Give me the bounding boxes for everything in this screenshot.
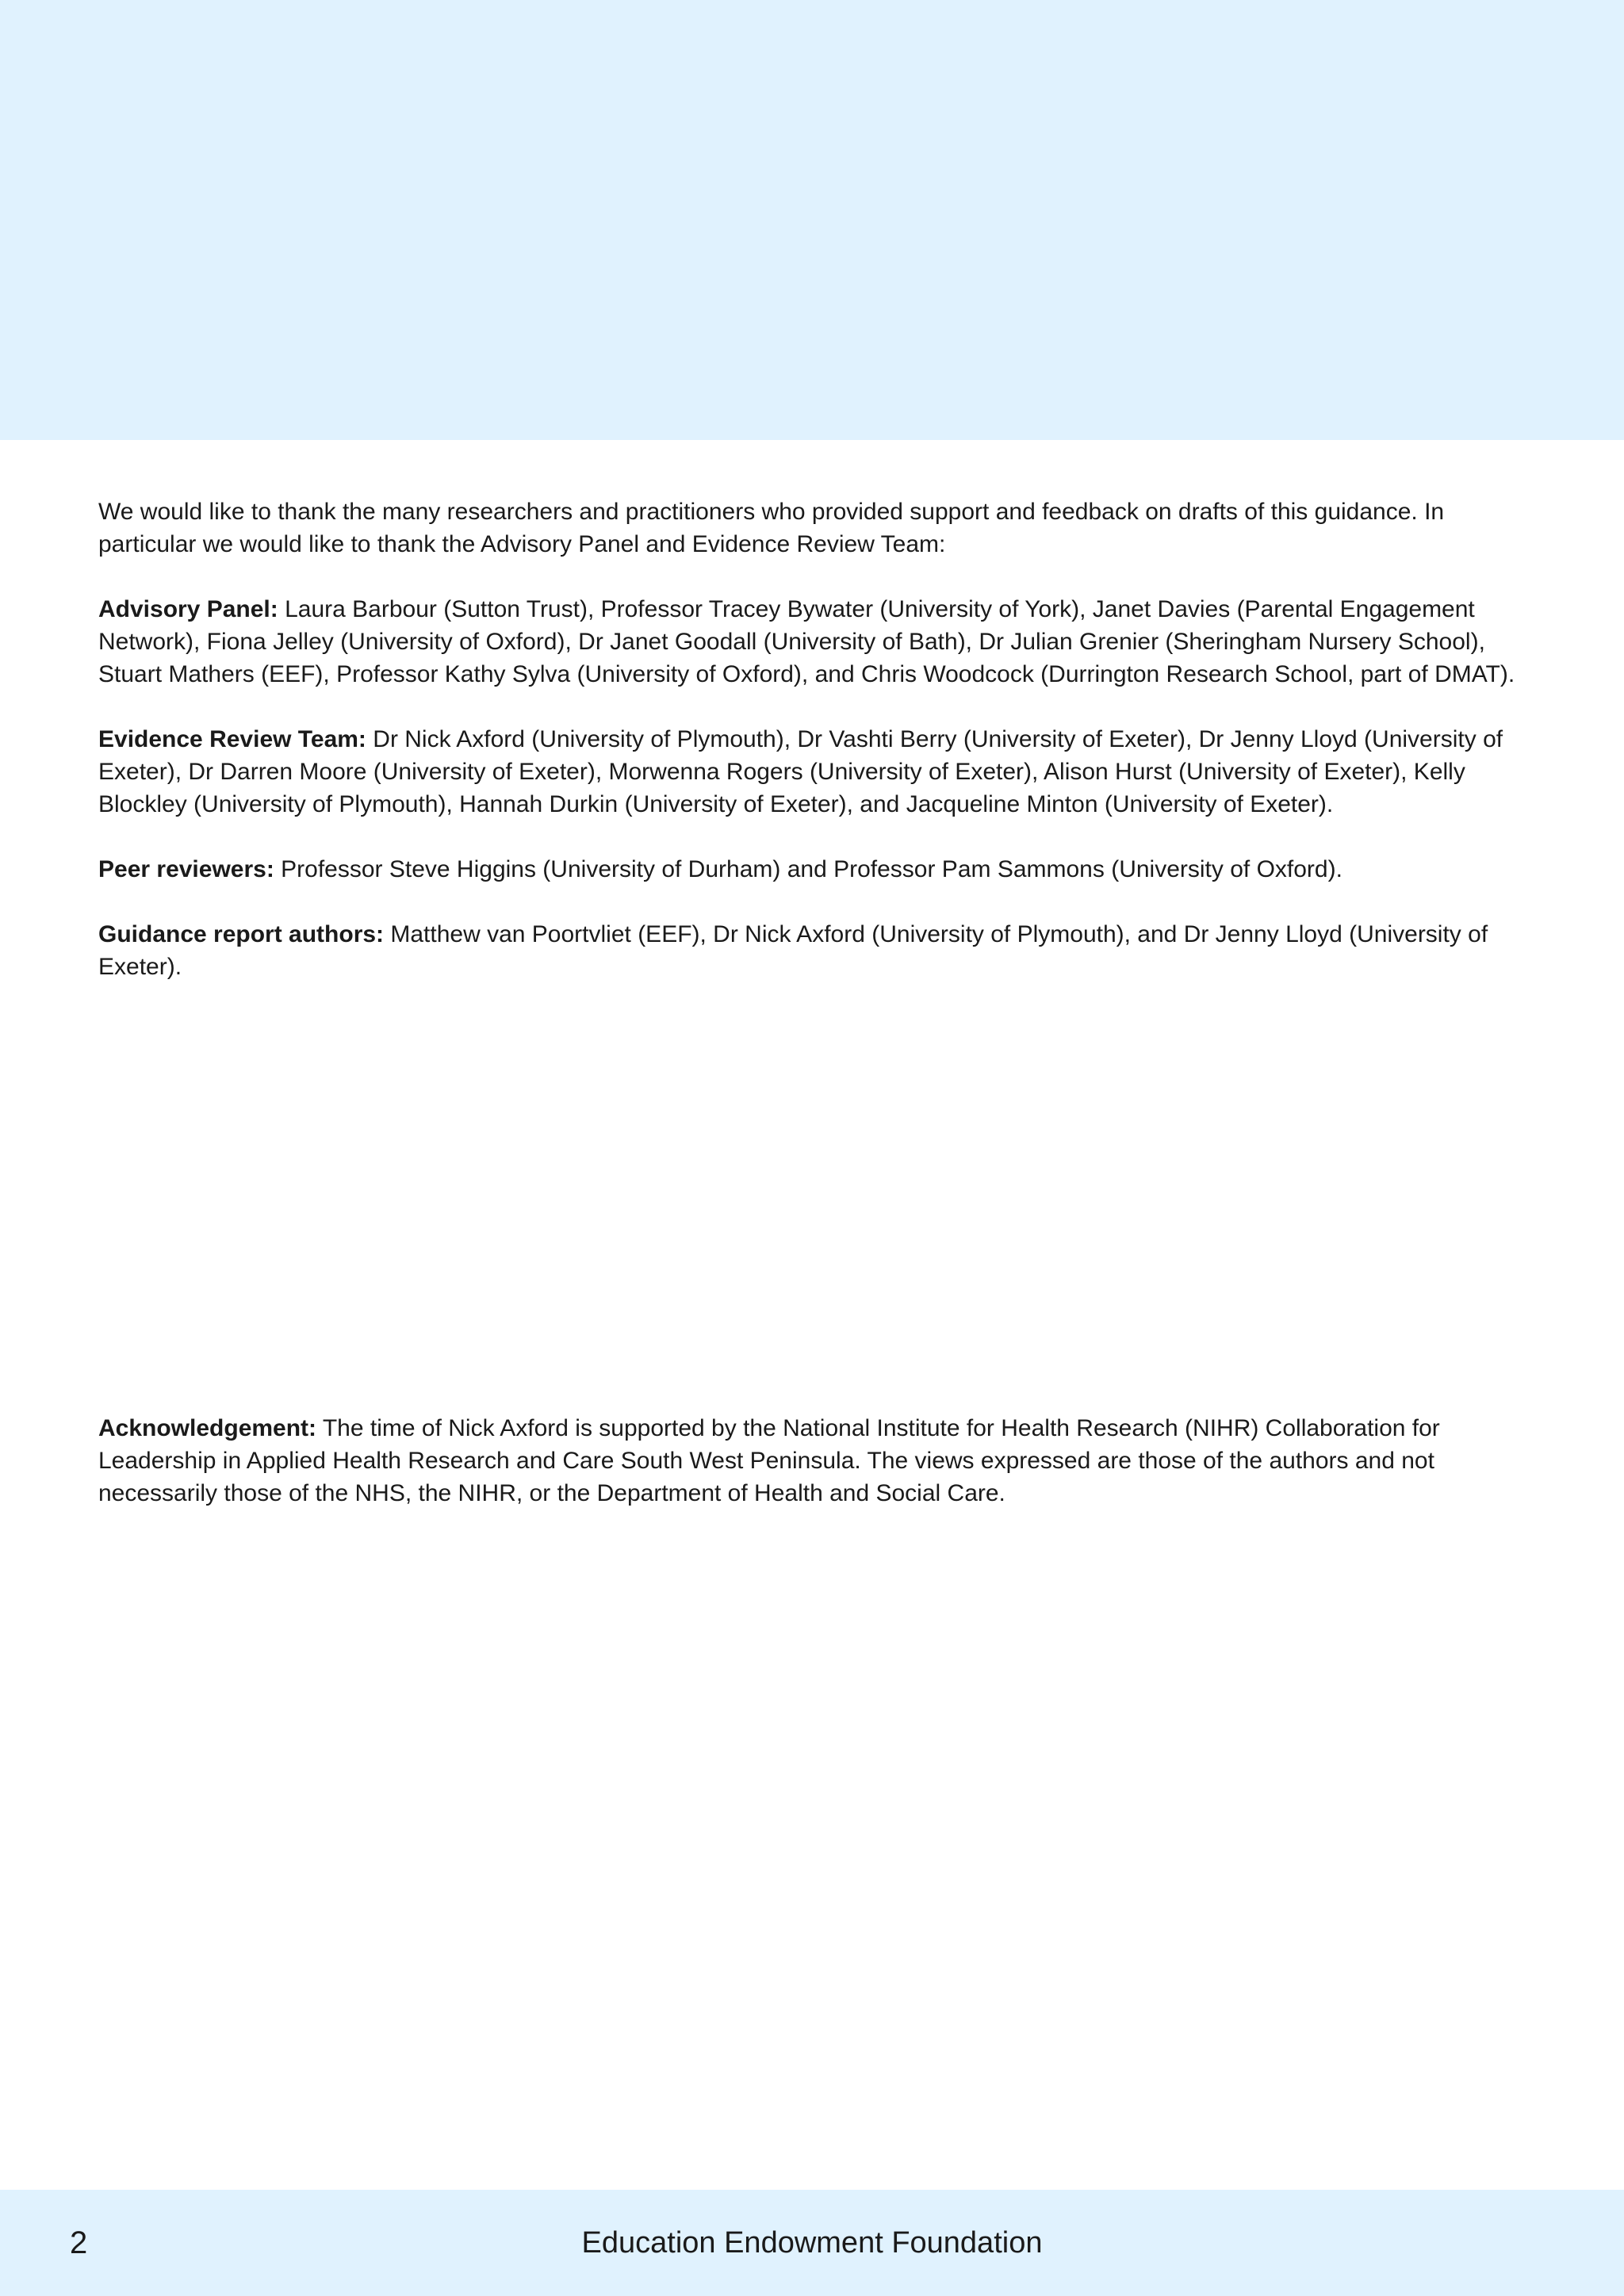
peer-reviewers-label: Peer reviewers:: [98, 856, 274, 882]
footer-title: Education Endowment Foundation: [581, 2226, 1043, 2260]
acknowledgement-label: Acknowledgement:: [98, 1415, 317, 1441]
page-number: 2: [70, 2225, 88, 2260]
evidence-review-team-paragraph: [98, 723, 1526, 821]
acknowledgement-paragraph: [98, 1412, 1526, 1510]
advisory-panel-label: Advisory Panel:: [98, 596, 278, 622]
guidance-authors-label: Guidance report authors:: [98, 921, 385, 947]
page-footer: [0, 2190, 1624, 2296]
header-band: [0, 0, 1624, 440]
acknowledgements-section: [98, 496, 1526, 983]
evidence-review-team-text: Dr Nick Axford (University of Plymouth), Dr Vashti Berry (University of Exeter), Dr Jenny Lloyd (University of Exeter), Dr Darren Moore (University of Exeter), Morwenna Rogers (University of Exeter), Alison Hurst (University of Exeter), Kelly Blockley (University of Plymouth), Hannah Durkin (University of Exeter), and Jacqueline Minton (University of Exeter).: [98, 726, 1503, 817]
guidance-authors-paragraph: [98, 918, 1526, 983]
advisory-panel-paragraph: [98, 593, 1526, 691]
advisory-panel-text: Laura Barbour (Sutton Trust), Professor Tracey Bywater (University of York), Janet Davies (Parental Engagement Network), Fiona Jelley (University of Oxford), Dr Janet Goodall (University of Bath), Dr Julian Grenier (Sheringham Nursery School), Stuart Mathers (EEF), Professor Kathy Sylva (University of Oxford), and Chris Woodcock (Durrington Research School, part of DMAT).: [98, 596, 1515, 687]
intro-text: We would like to thank the many researchers and practitioners who provided support and feedback on drafts of this guidance. In particular we would like to thank the Advisory Panel and Evidence Review Team:: [98, 499, 1445, 557]
intro-paragraph: [98, 496, 1526, 561]
guidance-authors-text: Matthew van Poortvliet (EEF), Dr Nick Axford (University of Plymouth), and Dr Jenny Lloyd (University of Exeter).: [98, 921, 1488, 980]
peer-reviewers-paragraph: [98, 853, 1526, 886]
acknowledgement-text: The time of Nick Axford is supported by the National Institute for Health Research (NIHR) Collaboration for Leadership in Applied Health Research and Care South West Peninsula. The views expressed are those of the authors and not necessarily those of the NHS, the NIHR, or the Department of Health and Social Care.: [98, 1415, 1440, 1506]
evidence-review-team-label: Evidence Review Team:: [98, 726, 366, 752]
peer-reviewers-text: Professor Steve Higgins (University of Durham) and Professor Pam Sammons (University of Oxford).: [274, 856, 1342, 882]
